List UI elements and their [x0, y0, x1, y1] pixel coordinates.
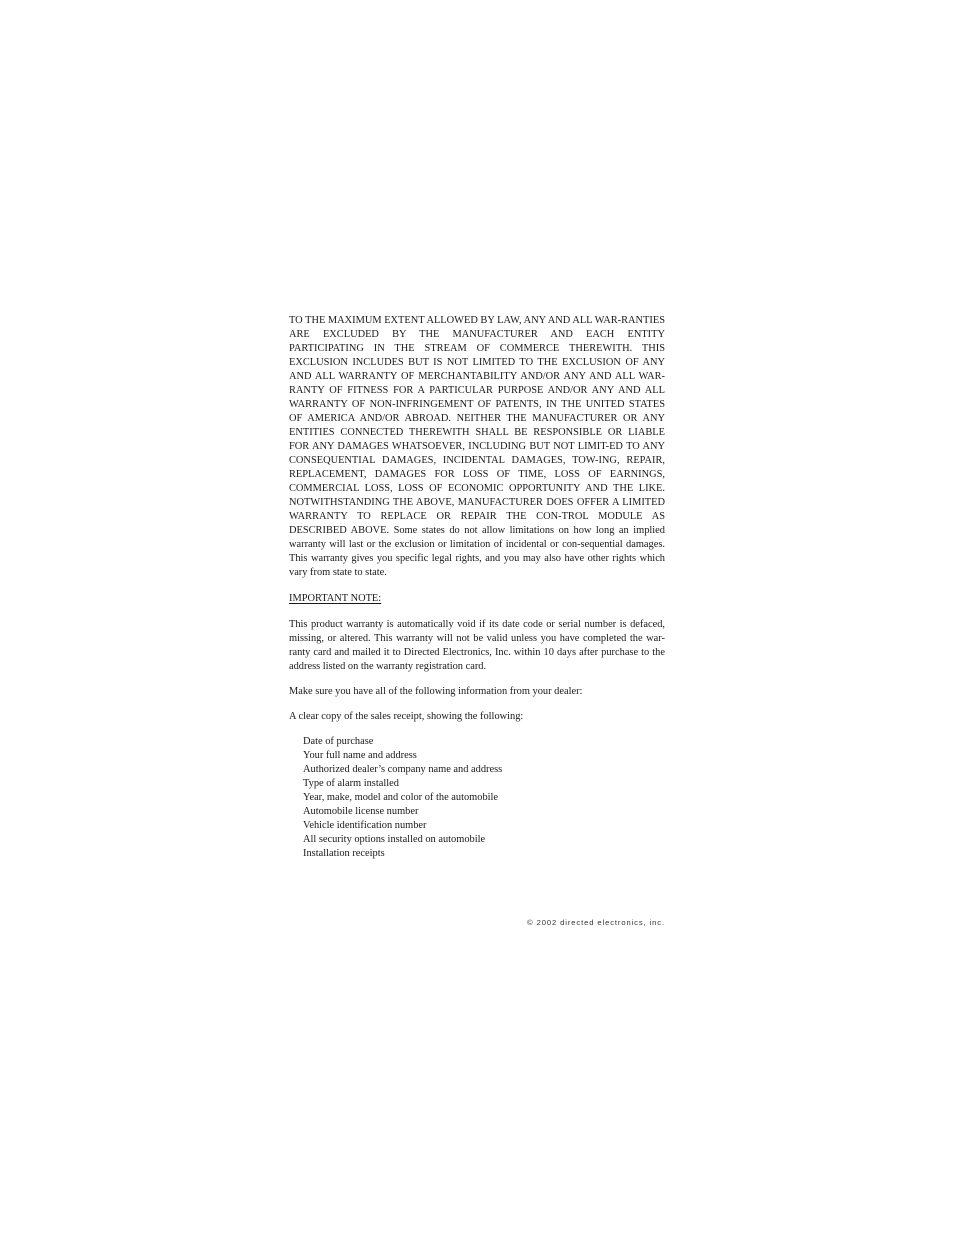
important-note-body: This product warranty is automatically void if its date code or serial number is defaced, missing, or altered. This warranty will not be valid unless you have completed the war-ranty card and mailed it to Directed Electronics, Inc. within 10 days after purchase to the address listed on the warranty registration card.	[289, 619, 665, 672]
list-item: Your full name and address	[303, 750, 417, 761]
list-item: Date of purchase	[303, 736, 374, 747]
list-item: Type of alarm installed	[303, 778, 399, 789]
list-item: All security options installed on automobile	[303, 834, 486, 845]
list-item: Automobile license number	[303, 806, 419, 817]
list-item: Vehicle identification number	[303, 820, 427, 831]
important-note-heading: IMPORTANT NOTE:	[289, 593, 382, 604]
list-item: Installation receipts	[303, 848, 385, 859]
receipt-intro-text: A clear copy of the sales receipt, showing the following:	[289, 711, 524, 722]
list-item: Authorized dealer’s company name and address	[303, 764, 503, 775]
copyright-footer: © 2002 directed electronics, inc.	[527, 918, 665, 927]
warranty-disclaimer	[289, 314, 665, 580]
list-item: Year, make, model and color of the automobile	[303, 792, 499, 803]
disclaimer-caps-text: TO THE MAXIMUM EXTENT ALLOWED BY LAW, ANY AND ALL WAR-RANTIES ARE EXCLUDED BY THE MANUFACTURER AND EACH ENTITY PARTICIPATING IN THE STREAM OF COMMERCE THEREWITH. THIS EXCLUSION INCLUDES BUT IS NOT LIMITED TO THE EXCLUSION OF ANY AND ALL WARRANTY OF MERCHANTABILITY AND/OR ANY AND ALL WAR-RANTY OF FITNESS FOR A PARTICULAR PURPOSE AND/OR ANY AND ALL WARRANTY OF NON-INFRINGEMENT OF PATENTS, IN THE UNITED STATES OF AMERICA AND/OR ABROAD. NEITHER THE MANUFACTURER OR ANY ENTITIES CONNECTED THEREWITH SHALL BE RESPONSIBLE OR LIABLE FOR ANY DAMAGES WHATSOEVER, INCLUDING BUT NOT LIMIT-ED TO ANY CONSEQUENTIAL DAMAGES, INCIDENTAL DAMAGES, TOW-ING, REPAIR, REPLACEMENT, DAMAGES FOR LOSS OF TIME, LOSS OF EARNINGS, COMMERCIAL LOSS, LOSS OF ECONOMIC OPPORTUNITY AND THE LIKE. NOTWITHSTANDING THE ABOVE, MANUFACTURER DOES OFFER A LIMITED WARRANTY TO REPLACE OR REPAIR THE CON-TROL MODULE AS DESCRIBED ABOVE.	[289, 315, 665, 536]
document-page	[289, 314, 665, 861]
receipt-checklist	[289, 735, 665, 861]
dealer-info-text: Make sure you have all of the following information from your dealer:	[289, 686, 583, 697]
disclaimer-tail-text: Some states do not allow limitations on how long an implied warranty will last or the exclusion or limitation of incidental or con-sequential damages. This warranty gives you specific legal rights, and you may also have other rights which vary from state to state.	[289, 525, 665, 578]
